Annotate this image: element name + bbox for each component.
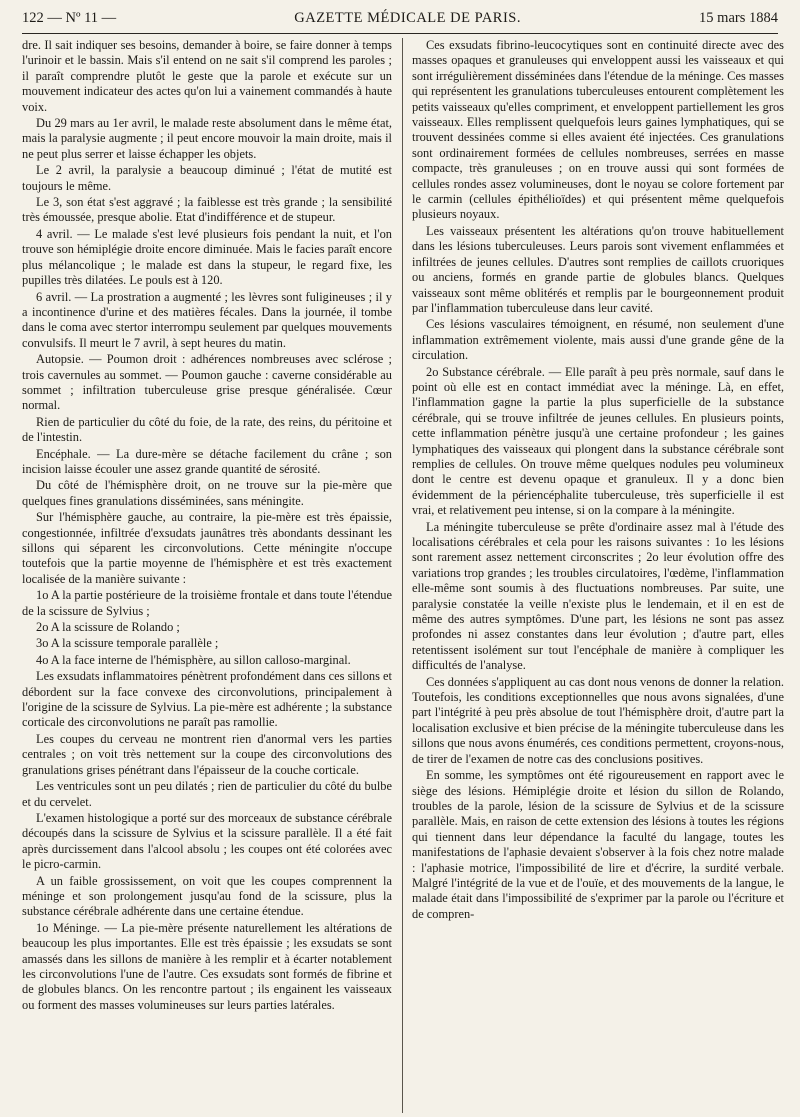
list-item: 2o A la scissure de Rolando ; [36,620,180,635]
paragraph: Les ventricules sont un peu dilatés ; rien de particulier du côté du bulbe et du cervelet. [22,779,392,809]
header-rule [22,33,778,34]
list-item: 3o A la scissure temporale parallèle ; [36,636,219,651]
paragraph: Les exsudats inflammatoires pénètrent profondément dans ces sillons et débordent sur la face convexe des circonvolutions, principalement à l'origine de la scissure de Sylvius. La pie-mère est adhérente ; la substance corticale des circonvolutions ne paraît pas ramollie. [22,669,392,730]
paragraph: Encéphale. — La dure-mère se détache facilement du crâne ; son incision laisse écouler une assez grande quantité de sérosité. [22,446,392,476]
paragraph: L'examen histologique a porté sur des morceaux de substance cérébrale découpés dans la scissure de Sylvius et la scissure parallèle. Il a été fait après durcissement dans l'alcool absolu ; les coupes ont été colorées avec le picro-carmin. [22,810,392,872]
issue-date: 15 mars 1884 [699,10,778,26]
paragraph: A un faible grossissement, on voit que les coupes comprennent la méninge et son prolongement jusqu'au fond de la scissure, plus la substance cérébrale adhérente dans une certaine étendue. [22,873,392,919]
paragraph: Du 29 mars au 1er avril, le malade reste absolument dans le même état, mais la paralysie augmente ; il peut encore mouvoir la main droite, mais il ne peut plus serrer et laisse échapper les objets. [22,116,392,161]
paragraph: Rien de particulier du côté du foie, de la rate, des reins, du péritoine et de l'intestin. [22,414,392,445]
left-column [22,38,392,1113]
journal-title: GAZETTE MÉDICALE DE PARIS. [294,10,521,26]
paragraph: Les coupes du cerveau ne montrent rien d'anormal vers les parties centrales ; on voit très nettement sur la coupe des circonvolutions des granulations grises pénétrant dans l'épaisseur de la couche corticale. [22,731,392,777]
paragraph: 6 avril. — La prostration a augmenté ; les lèvres sont fuligineuses ; il y a incontinence d'urine et des matières fécales. Dans la journée, il tombe dans le coma avec stertor interrompu seulement par quelques mouvements convulsifs. Il meurt le 7 avril, à sept heures du matin. [22,289,392,350]
paragraph: Ces exsudats fibrino-leucocytiques sont en continuité directe avec des masses opaques et granuleuses qui enveloppent aussi les vaisseaux et qui sont irrégulièrement disséminées dans l'étendue de la méninge. Ces masses qui représentent les granulations tuberculeuses entourent complètement les petits vaisseaux qu'elles compriment, et enveloppent partiellement les gros vaisseaux. Elles remplissent quelquefois leurs gaines lymphatiques, qui se trouvent dessinées comme si elles avaient été injectées. Ces granulations sont ordinairement formées de cellules nombreuses, serrées en masse compacte, très granuleuses ; on en trouve aussi qui sont formées de cellules rondes assez volumineuses, dont le noyau se colore fortement par le carmin (cellules épithélioïdes) et qui présentent même quelquefois plusieurs noyaux. [412,38,784,222]
paragraph: 4 avril. — Le malade s'est levé plusieurs fois pendant la nuit, et l'on trouve son hémiplégie droite encore diminuée. Mais le facies paraît encore plus mélancolique ; le malade est dans la stupeur, le regard fixe, les pupilles très dilatées. Le pouls est à 120. [22,226,392,288]
paragraph: Ces données s'appliquent au cas dont nous venons de donner la relation. Toutefois, les conditions exceptionnelles que nous avons signalées, d'une part l'intégrité à peu près absolue de tout l'hémisphère droit, d'autre part la localisation exclusive et bien précise de la méningite tuberculeuse dans les sillons que nous avons énumérés, ces conditions permettent, croyons-nous, de tirer de l'examen de notre cas des conclusions positives. [412,674,784,766]
paragraph: 1o Méninge. — La pie-mère présente naturellement les altérations de beaucoup les plus importantes. Elle est très épaissie ; les exsudats se sont amassés dans les sillons de manière à les remplir et à écarter notablement les circonvolutions l'une de l'autre. Ces exsudats sont formés de fibrine et de globules blancs. On les rencontre partout ; ils engainent les vaisseaux ou forment des masses volumineuses sur leurs parties latérales. [22,920,392,1012]
column-divider [402,38,403,1113]
paragraph: Sur l'hémisphère gauche, au contraire, la pie-mère est très épaissie, congestionnée, infiltrée d'exsudats jaunâtres très abondants dessinant les sillons qui séparent les circonvolutions. Cette méningite n'occupe toutefois que la partie moyenne de l'hémisphère et est très exactement localisée de la manière suivante : [22,510,392,586]
list-item: 1o A la partie postérieure de la troisième frontale et dans toute l'étendue de la scissure de Sylvius ; [22,588,392,618]
list-item: 4o A la face interne de l'hémisphère, au sillon calloso-marginal. [36,652,351,667]
right-column [412,38,784,1113]
page-info: 122 — Nº 11 — [22,10,117,26]
page-header [22,10,778,32]
paragraph: 2o Substance cérébrale. — Elle paraît à peu près normale, sauf dans le point où elle est en contact immédiat avec la méninge. Là, en effet, l'inflammation gagne la partie la plus superficielle de la substance cérébrale, qui se trouve infiltrée de jeunes cellules. En plusieurs points, cette inflammation pénètre jusqu'à une certaine profondeur ; les gaines lymphatiques des vaisseaux qui plongent dans la substance cérébrale sont remplies de cellules. On trouve même quelques nodules peu volumineux dont le centre est devenu opaque et granuleux. Il y a donc bien évidemment de la périencéphalite tuberculeuse, très superficielle il est vrai, et relativement peu intense, si on la compare à la méningite. [412,364,784,518]
paragraph: La méningite tuberculeuse se prête d'ordinaire assez mal à l'étude des localisations cérébrales et cela pour les raisons suivantes : 1o les lésions sont rarement assez nettement circonscrites ; 2o leur évolution offre des variations trop grandes ; les troubles circulatoires, l'œdème, l'inflammation elle-même sont soumis à des fluctuations nombreuses. Par suite, une paralysie constatée la veille n'existe plus le lendemain, et il en est de même des autres symptômes. D'une part, les lésions ne sont pas assez profondes ni assez constantes dans leur évolution ; d'autre part, elles retentissent isolément sur tout l'encéphale de manière à compliquer les difficultés de l'analyse. [412,519,784,673]
paragraph: Autopsie. — Poumon droit : adhérences nombreuses avec sclérose ; trois cavernules au sommet. — Poumon gauche : caverne considérable au sommet ; infiltration tuberculeuse grise presque généralisée. Cœur normal. [22,352,392,413]
paragraph: Le 2 avril, la paralysie a beaucoup diminué ; l'état de mutité est toujours le même. [22,163,392,193]
paragraph: Du côté de l'hémisphère droit, on ne trouve sur la pie-mère que quelques fines granulations disséminées, sans méningite. [22,478,392,508]
paragraph: dre. Il sait indiquer ses besoins, demander à boire, se faire donner à temps l'urinoir et le bassin. Mais s'il entend on ne sait s'il comprend les paroles ; il paraît comprendre plutôt le geste que la parole et exécute sur un mouvement indicateur des actes qu'on lui a vainement commandés à haute voix. [22,38,392,114]
paragraph: Ces lésions vasculaires témoignent, en résumé, non seulement d'une inflammation extrêmement violente, mais aussi d'une grande gêne de la circulation. [412,317,784,363]
paragraph: Les vaisseaux présentent les altérations qu'on trouve habituellement dans les lésions tuberculeuses. Leurs parois sont vivement enflammées et infiltrées de jeunes cellules. D'autres sont remplies de caillots cruoriques ou anciens, formés en grande partie de globules blancs. Quelques vaisseaux sont même oblitérés et remplis par le bourgeonnement produit par l'inflammation tuberculeuse dans leur cavité. [412,223,784,315]
paragraph: En somme, les symptômes ont été rigoureusement en rapport avec le siège des lésions. Hémiplégie droite et lésion du sillon de Rolando, troubles de la parole, lésion de la scissure de Sylvius et de la scissure parallèle. Mais, en raison de cette extension des lésions à toutes les régions qui tiennent dans leur dépendance la faculté du langage, toutes les manifestations de l'aphasie devaient s'observer à la fois chez notre malade : l'aphasie motrice, l'impossibilité de lire et d'écrire, la surdité verbale. Malgré l'intégrité de la vue et de l'ouïe, et des mouvements de la langue, le malade était dans l'impossibilité de s'exprimer par la parole ou l'écriture et de compren- [412,768,784,921]
paragraph: Le 3, son état s'est aggravé ; la faiblesse est très grande ; la sensibilité très émoussée, presque abolie. Etat d'indifférence et de stupeur. [22,195,392,225]
